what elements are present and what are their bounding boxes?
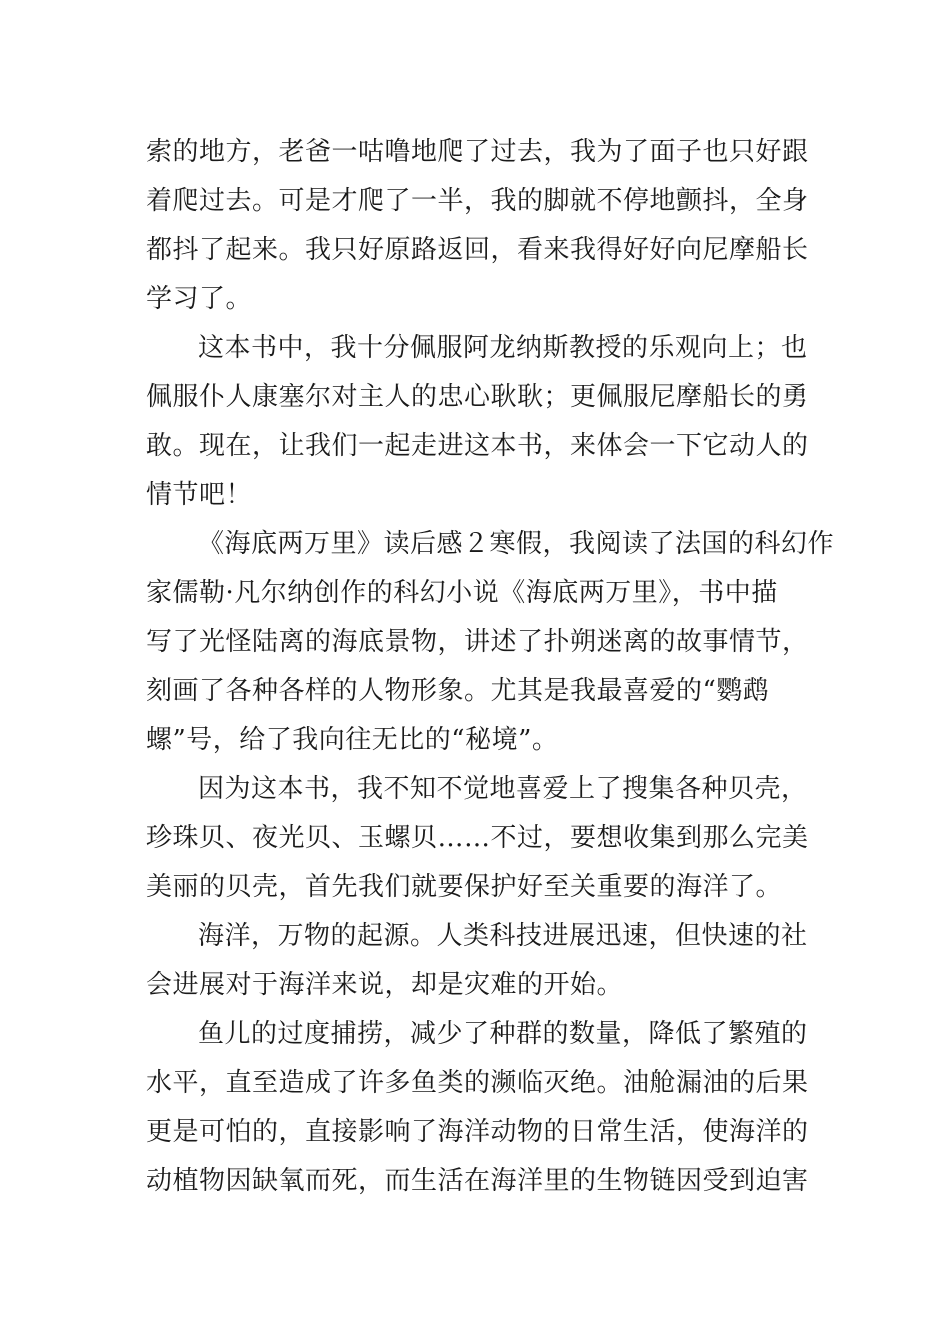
text-line: 学习了。 [146, 284, 253, 314]
text-line: 海洋，万物的起源。人类科技进展迅速，但快速的社 [198, 921, 808, 951]
paragraph-3 [146, 520, 835, 765]
text-line: 美丽的贝壳，首先我们就要保护好至关重要的海洋了。 [146, 872, 783, 902]
text-line: 因为这本书，我不知不觉地喜爱上了搜集各种贝壳， [198, 774, 808, 804]
text-line: 《海底两万里》读后感２寒假，我阅读了法国的科幻作 [198, 529, 835, 559]
text-line: 珍珠贝、夜光贝、玉螺贝……不过，要想收集到那么完美 [146, 823, 809, 853]
text-line: 水平，直至造成了许多鱼类的濒临灭绝。油舱漏油的后果 [146, 1068, 809, 1098]
text-line: 刻画了各种各样的人物形象。尤其是我最喜爱的“鹦鹉 [146, 676, 770, 706]
text-line: 鱼儿的过度捕捞，减少了种群的数量，降低了繁殖的 [198, 1019, 808, 1049]
text-line: 索的地方，老爸一咕噜地爬了过去，我为了面子也只好跟 [146, 137, 809, 167]
text-line: 写了光怪陆离的海底景物，讲述了扑朔迷离的故事情节， [146, 627, 809, 657]
paragraph-4 [146, 765, 809, 912]
text-line: 敢。现在，让我们一起走进这本书，来体会一下它动人的 [146, 431, 809, 461]
text-line: 情节吧！ [146, 480, 253, 510]
paragraph-6 [146, 1010, 809, 1206]
document-body [146, 128, 835, 1206]
text-line: 更是可怕的，直接影响了海洋动物的日常生活，使海洋的 [146, 1117, 809, 1147]
text-line: 动植物因缺氧而死，而生活在海洋里的生物链因受到迫害 [146, 1166, 809, 1196]
text-line: 螺”号，给了我向往无比的“秘境”。 [146, 725, 559, 755]
text-line: 会进展对于海洋来说，却是灾难的开始。 [146, 970, 624, 1000]
text-line: 都抖了起来。我只好原路返回，看来我得好好向尼摩船长 [146, 235, 809, 265]
paragraph-5 [146, 912, 806, 1010]
paragraph-2 [146, 324, 809, 520]
text-line: 家儒勒·凡尔纳创作的科幻小说《海底两万里》，书中描 [146, 578, 778, 608]
paragraph-1 [146, 128, 809, 324]
text-line: 这本书中，我十分佩服阿龙纳斯教授的乐观向上；也 [198, 333, 808, 363]
text-line: 佩服仆人康塞尔对主人的忠心耿耿；更佩服尼摩船长的勇 [146, 382, 809, 412]
text-line: 着爬过去。可是才爬了一半，我的脚就不停地颤抖，全身 [146, 186, 809, 216]
